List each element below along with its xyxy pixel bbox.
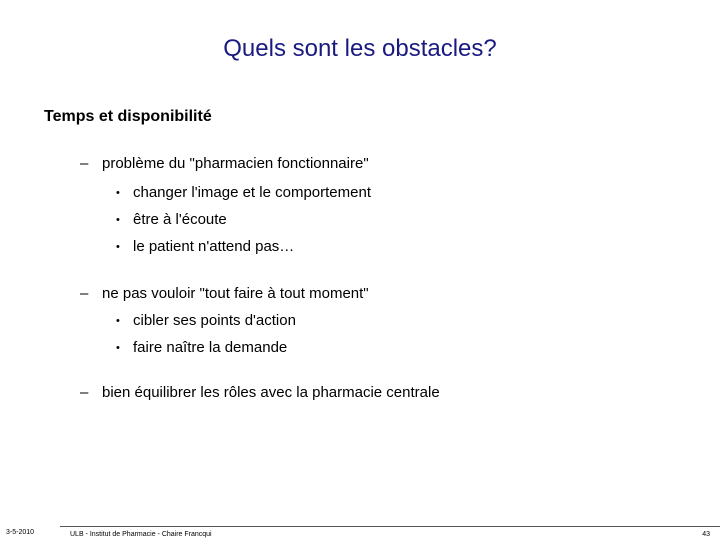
slide-title: Quels sont les obstacles?	[223, 35, 497, 62]
sub-list-item-text: cibler ses points d'action	[133, 312, 296, 329]
dash-marker: –	[80, 285, 89, 302]
bullet-marker: •	[116, 187, 120, 199]
bullet-marker: •	[116, 342, 120, 354]
dash-marker: –	[80, 384, 89, 401]
sub-list-item	[116, 338, 287, 358]
sub-list-item-text: le patient n'attend pas…	[133, 238, 295, 255]
list-item	[80, 154, 369, 174]
sub-list-item-text: faire naître la demande	[133, 339, 288, 356]
bullet-marker: •	[116, 214, 120, 226]
list-item	[80, 383, 440, 403]
sub-list-item-text: changer l'image et le comportement	[133, 184, 371, 201]
sub-list-item	[116, 237, 294, 257]
list-item-text: ne pas vouloir "tout faire à tout moment"	[102, 285, 369, 302]
footer-divider	[60, 526, 720, 527]
sub-list-item	[116, 311, 296, 331]
bullet-marker: •	[116, 241, 120, 253]
list-item-text: problème du "pharmacien fonctionnaire"	[102, 155, 369, 172]
sub-list-item-text: être à l'écoute	[133, 211, 227, 228]
sub-list-item	[116, 183, 371, 203]
footer-date: 3-5-2010	[6, 529, 35, 536]
list-item	[80, 284, 369, 304]
footer-institution: ULB - Institut de Pharmacie - Chaire Francqui	[70, 531, 212, 538]
page-number: 43	[702, 531, 710, 538]
sub-list-item	[116, 210, 227, 230]
section-heading: Temps et disponibilité	[44, 108, 212, 125]
dash-marker: –	[80, 155, 89, 172]
bullet-marker: •	[116, 315, 120, 327]
list-item-text: bien équilibrer les rôles avec la pharmacie centrale	[102, 384, 440, 401]
